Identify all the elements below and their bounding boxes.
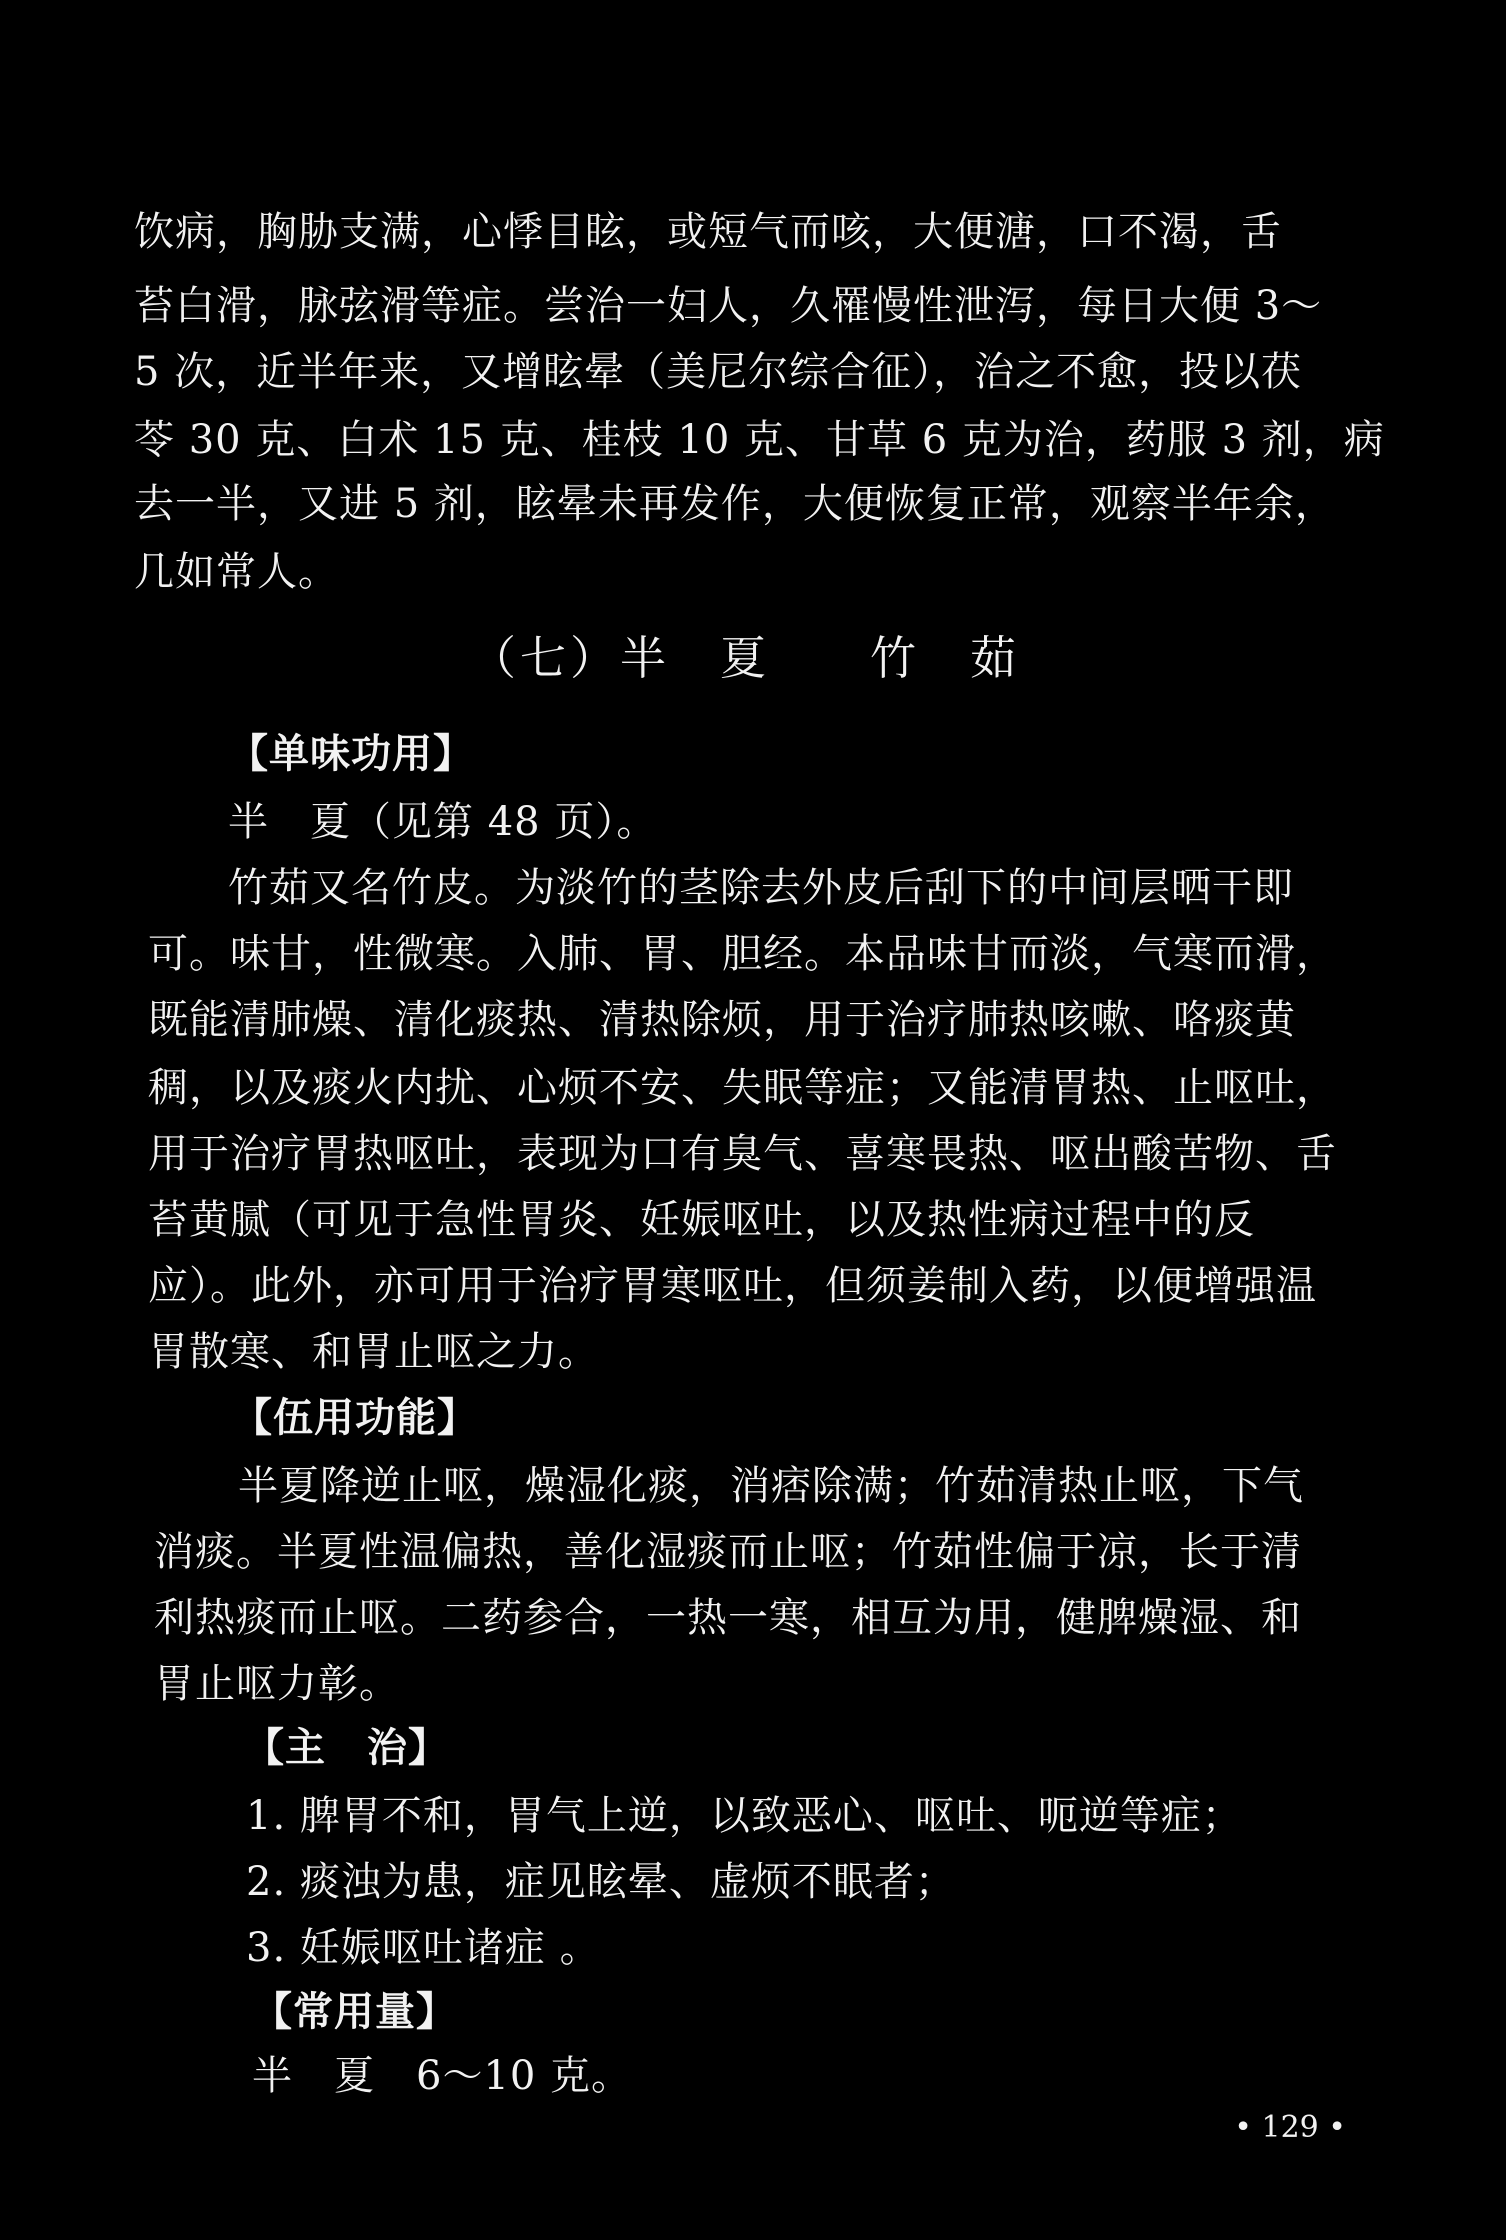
text-line: 苔白滑，脉弦滑等症。尝治一妇人，久罹慢性泄泻，每日大便 3～ [134, 283, 1323, 329]
text-line: 应）。此外，亦可用于治疗胃寒呕吐，但须姜制入药，以便增强温 [148, 1263, 1317, 1309]
heading-combined-function: 【伍用功能】 [232, 1394, 478, 1441]
heading-single-function: 【单味功用】 [228, 730, 474, 777]
text-line: 用于治疗胃热呕吐，表现为口有臭气、喜寒畏热、呕出酸苦物、舌 [148, 1131, 1337, 1177]
dosage-line: 半 夏 6～10 克。 [252, 2053, 633, 2099]
list-item: 1. 脾胃不和，胃气上逆，以致恶心、呕吐、呃逆等症； [246, 1793, 1243, 1839]
text-line: 几如常人。 [134, 549, 339, 595]
text-line: 可。味甘，性微寒。入肺、胃、胆经。本品味甘而淡，气寒而滑， [148, 931, 1337, 977]
section-title: （七）半 夏 竹 茹 [470, 631, 1020, 685]
text-line: 胃散寒、和胃止呕之力。 [148, 1329, 599, 1375]
text-line: 半夏降逆止呕，燥湿化痰，消痞除满；竹茹清热止呕，下气 [238, 1463, 1304, 1509]
text-line: 既能清肺燥、清化痰热、清热除烦，用于治疗肺热咳嗽、咯痰黄 [148, 997, 1296, 1043]
text-line: 半 夏（见第 48 页）。 [228, 799, 658, 845]
heading-indications: 【主 治】 [244, 1724, 449, 1771]
text-line: 利热痰而止呕。二药参合，一热一寒，相互为用，健脾燥湿、和 [154, 1595, 1302, 1641]
page-number: • 129 • [1234, 2110, 1346, 2145]
text-line: 饮病，胸胁支满，心悸目眩，或短气而咳，大便溏，口不渴，舌 [134, 209, 1282, 255]
text-line: 消痰。半夏性温偏热，善化湿痰而止呕；竹茹性偏于凉，长于清 [154, 1529, 1302, 1575]
list-item: 2. 痰浊为患，症见眩晕、虚烦不眠者； [246, 1859, 956, 1905]
heading-dosage: 【常用量】 [252, 1988, 457, 2035]
text-line: 稠，以及痰火内扰、心烦不安、失眠等症；又能清胃热、止呕吐， [148, 1065, 1337, 1111]
text-line: 胃止呕力彰。 [154, 1661, 400, 1707]
text-line: 竹茹又名竹皮。为淡竹的茎除去外皮后刮下的中间层晒干即 [228, 865, 1294, 911]
text-line: 苔黄腻（可见于急性胃炎、妊娠呕吐，以及热性病过程中的反 [148, 1197, 1255, 1243]
text-line: 去一半，又进 5 剂，眩晕未再发作，大便恢复正常，观察半年余， [134, 481, 1336, 527]
text-line: 5 次，近半年来，又增眩晕（美尼尔综合征），治之不愈，投以茯 [134, 349, 1303, 395]
text-line: 苓 30 克、白术 15 克、桂枝 10 克、甘草 6 克为治，药服 3 剂，病 [134, 417, 1385, 463]
list-item: 3. 妊娠呕吐诸症 。 [246, 1925, 601, 1971]
